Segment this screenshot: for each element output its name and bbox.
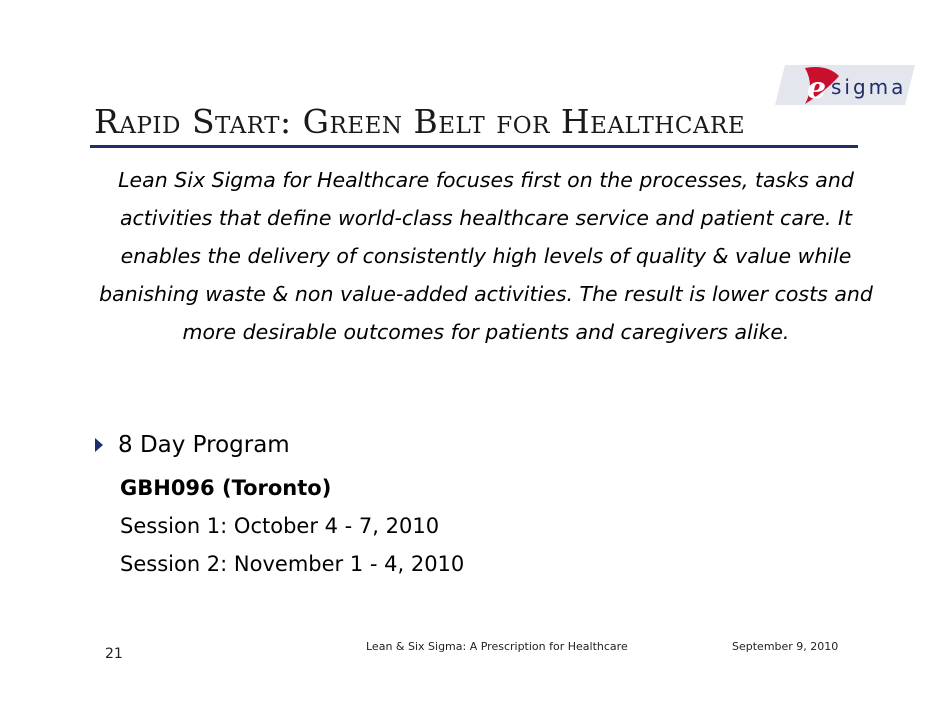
slide-title: Rapid Start: Green Belt for Healthcare bbox=[94, 102, 746, 141]
footer-title: Lean & Six Sigma: A Prescription for Healthcare bbox=[366, 640, 628, 653]
triangle-bullet-icon bbox=[95, 438, 103, 452]
intro-paragraph: Lean Six Sigma for Healthcare focuses first on the processes, tasks and activities that define world-class healthcare service and patient care. It enables the delivery of consistently high levels of quality & value while banishing waste & non value-added activities. The result is lower costs and more desirable outcomes for patients and caregivers alike. bbox=[99, 168, 873, 344]
svg-text:sigma: sigma bbox=[831, 75, 907, 99]
session-1: Session 1: October 4 - 7, 2010 bbox=[120, 514, 440, 538]
page-number: 21 bbox=[105, 646, 123, 662]
program-length: 8 Day Program bbox=[118, 432, 290, 458]
program-code: GBH096 (Toronto) bbox=[120, 476, 332, 500]
program-bullet bbox=[95, 432, 290, 458]
title-divider bbox=[90, 145, 858, 148]
footer-date: September 9, 2010 bbox=[732, 640, 839, 653]
session-2: Session 2: November 1 - 4, 2010 bbox=[120, 552, 465, 576]
svg-text:e: e bbox=[807, 71, 827, 106]
